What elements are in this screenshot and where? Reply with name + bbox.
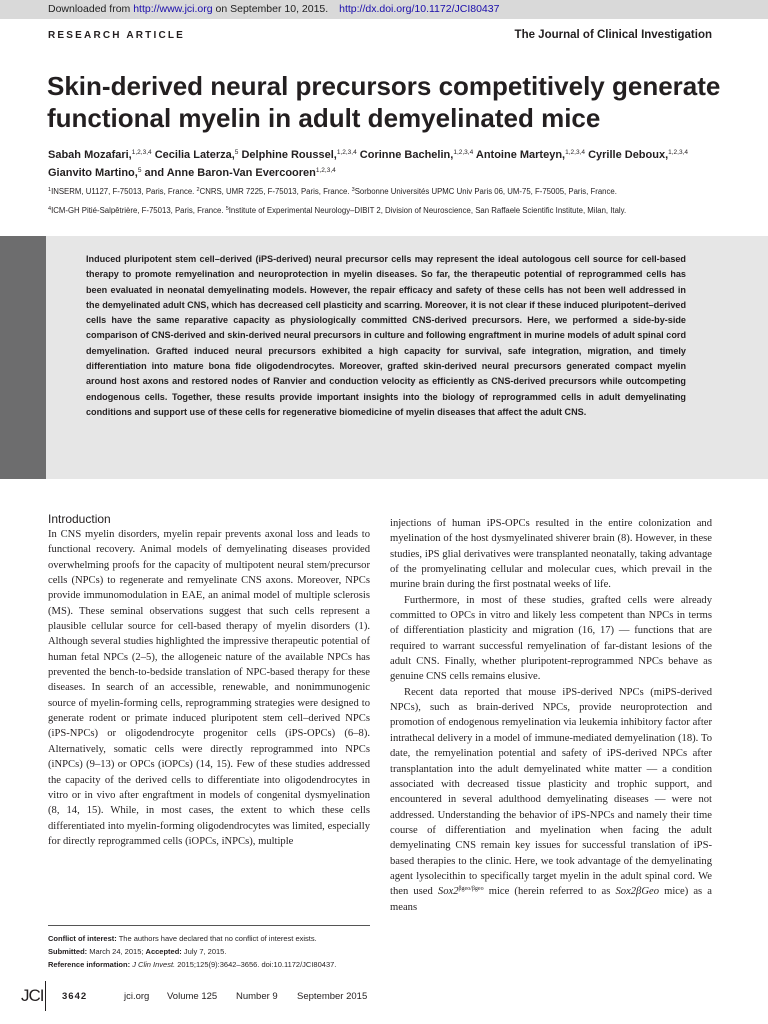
jci-logo: JCI — [21, 981, 46, 1011]
body-paragraph: In CNS myelin disorders, myelin repair prevents axonal loss and leads to functional recovery. Animal models of demyelinating diseases provided overwhelming proofs for the capacity of multipotent neural stem/precursor cells (NPCs) to regenerate and remyelinate CNS axons. Moreover, NPCs provide immunomodulation in EAE, an animal model of multiple sclerosis (MS). These seminal observations suggest that such cells represent a plausible cellular source for cell-based therapy of myelin disorders (1). Although several studies highlighted the impressive therapeutic potential of human fetal NPCs (2–5), the allogeneic nature of the available NPCs has prevented the bench-to-bedside translation of NPC-based therapy for these diseases. In search of an accessible, renewable, and nonimmunogenic source of myelin-forming cells, reprogramming strategies were designed to generate rodent or primate induced pluripotent stem cell–derived NPCs (iPS-NPCs) or oligodendrocyte progenitor cells (iPS-OPCs) (6–8). Alternatively, somatic cells were directly reprogrammed into NPCs (iNPCs) (9–13) or OPCs (iOPCs) (14, 15). Few of these studies addressed the capacity of the derived cells to differentiate into oligodendrocytes in vitro or in vivo after engraftment in models of congenital dysmyelination (8, 14, 15). While, in most cases, the extent to which these cells differentiated into myelin-forming oligodendrocytes was limited, especially for directly reprogrammed cells (iOPCs, iNPCs), multiple — [48, 529, 370, 847]
journal-name: The Journal of Clinical Investigation — [514, 29, 712, 41]
footnote-text: July 7, 2015. — [181, 947, 227, 956]
author-affiliation-marker: 5 — [234, 149, 239, 156]
affiliation-number: 1 — [48, 187, 52, 193]
article-type-label: RESEARCH ARTICLE — [48, 30, 186, 41]
author-affiliation-marker: 1,2,3,4 — [336, 149, 357, 156]
abstract-text: Induced pluripotent stem cell–derived (iPS-derived) neural precursor cells may represent the ideal autologous cell source for cell-based therapy to promote remyelination and neuroprotection in myelin diseases. So far, the therapeutic potential of reprogrammed cells has been evaluated in neonatal demyelinating models. However, the repair efficacy and safety of these cells has not been well addressed in the demyelinated adult CNS, which has decreased cell plasticity and scarring. Moreover, it is not clear if these induced pluripotent–derived cells have the same reparative capacity as physiologically committed CNS-derived precursors. Here, we performed a side-by-side comparison of CNS-derived and skin-derived neural precursors in culture and following engraftment in murine models of adult spinal cord demyelination. Grafted induced neural precursors exhibited a high capacity for survival, safe integration, migration, and timely differentiation into mature bona fide oligodendrocytes. Moreover, grafted skin-derived neural precursors generated compact myelin around host axons and restored nodes of Ranvier and conduction velocity as efficiently as CNS-derived precursors while outcompeting endogenous cells. Together, these results provide important insights into the biology of reprogrammed cells in adult demyelinating conditions and support use of these cells for regenerative biomedicine of myelin diseases that affect the adult CNS. — [86, 254, 686, 417]
affiliation-number: 4 — [48, 206, 52, 212]
affiliation-text: Sorbonne Universités UPMC Univ Paris 06, UM-75, F-75005, Paris, France. — [354, 187, 617, 196]
affiliation-number: 2 — [196, 187, 200, 193]
footnote-label: Submitted: — [48, 947, 88, 956]
footer-url: jci.org — [124, 991, 150, 1002]
author-name: Corinne Bachelin, — [359, 149, 454, 161]
affiliation-number: 5 — [225, 206, 229, 212]
doi-link[interactable]: http://dx.doi.org/10.1172/JCI80437 — [339, 3, 500, 15]
body-paragraph-text: Recent data reported that mouse iPS-derived NPCs (miPS-derived NPCs), such as brain-derived NPCs, provide neuroprotection and promotion of endogenous remyelination via leukemia inhibitory factor after intrathecal delivery in a model of immune-mediated demyelination (18). To date, the remyelination potential and safety of iPS-derived NPCs after transplantation into the adult demyelinated white matter — a condition associated with decreased tissue plasticity and trophic support, and encountered in several adulthood demyelinating diseases — were not addressed. Understanding the behavior of iPS-NPCs and namely their time course of differentiation and myelination when facing the adult demyelinating CNS remain key issues for successful translation of iPS-based therapies to the clinic. Here, we took advantage of the demyelinating agent lysolecithin to specifically target myelin in the adult spinal cord. We then used — [390, 686, 712, 898]
section-heading-introduction: Introduction — [48, 512, 111, 526]
left-column — [48, 511, 370, 849]
author-affiliation-marker: 1,2,3,4 — [668, 149, 689, 156]
author-name: Delphine Roussel, — [241, 149, 337, 161]
footer-issue-number: Number 9 — [236, 991, 278, 1002]
article-title: Skin-derived neural precursors competitively generate functional myelin in adult demyelinated mice — [47, 71, 721, 133]
body-paragraph: Furthermore, in most of these studies, grafted cells were already committed to OPCs in vitro and likely less competent than NPCs in terms of differentiation plasticity and migration (16, 17) — functions that are required to warrant successful remyelination of far-distant lesions of the adult CNS. Finally, whether pluripotent-reprogrammed NPCs behave as genuine CNS cells remains elusive. — [390, 594, 712, 683]
author-list — [48, 146, 728, 182]
footnote-label: Conflict of interest: — [48, 934, 117, 943]
body-paragraph — [390, 685, 712, 915]
right-column — [390, 516, 712, 915]
affiliation-text: ICM-GH Pitié-Salpêtrière, F-75013, Paris, France. — [51, 206, 226, 215]
footer-volume: Volume 125 — [167, 991, 218, 1002]
jci-site-link[interactable]: http://www.jci.org — [133, 3, 213, 15]
author-name: Gianvito Martino, — [48, 167, 138, 179]
abstract-side-bar — [0, 236, 46, 479]
submission-dates-note — [48, 945, 378, 958]
download-prefix: Downloaded from — [48, 3, 131, 15]
abstract-box — [0, 236, 768, 479]
body-paragraph: injections of human iPS-OPCs resulted in the entire colonization and myelination of the host dysmyelinated shiverer brain (8). However, in these studies, iPS glial derivatives were transplanted neonatally, taking advantage of the promyelinating cellular and molecular cues, which prevail in the murine brain during the first postnatal weeks of life. — [390, 518, 712, 591]
download-date: on September 10, 2015. — [215, 3, 329, 15]
footnotes — [48, 932, 378, 971]
affiliation-line — [48, 187, 738, 196]
author-name: Antoine Marteyn, — [475, 149, 566, 161]
author-name: Sabah Mozafari, — [48, 149, 132, 161]
affiliation-line — [48, 206, 738, 215]
footnote-text: The authors have declared that no conflict of interest exists. — [116, 934, 317, 943]
reference-information-note — [48, 958, 378, 971]
body-paragraph-text: mice) as a means — [390, 886, 712, 913]
footnote-text: 2015;125(9):3642–3656. doi:10.1172/JCI80437. — [175, 960, 337, 969]
footnote-label: Reference information: — [48, 960, 131, 969]
author-affiliation-marker: 1,2,3,4 — [315, 167, 336, 174]
author-affiliation-marker: 1,2,3,4 — [131, 149, 152, 156]
footnote-journal: J Clin Invest. — [130, 960, 176, 969]
body-paragraph-text: mice (herein referred to as — [483, 886, 616, 898]
affiliation-number: 3 — [351, 187, 355, 193]
footer-date: September 2015 — [297, 991, 368, 1002]
gene-name: Sox2βGeo — [615, 886, 659, 898]
affiliation-text: Institute of Experimental Neurology–DIBIT 2, Division of Neuroscience, San Raffaele Scientific Institute, Milan, Italy. — [228, 206, 627, 215]
conflict-of-interest-note — [48, 932, 378, 945]
footnote-label: Accepted: — [145, 947, 182, 956]
author-name: Cecilia Laterza, — [154, 149, 235, 161]
gene-superscript: βgeo/βgeo — [458, 886, 484, 893]
author-name: and Anne Baron-Van Evercooren — [144, 167, 316, 179]
affiliation-text: INSERM, U1127, F-75013, Paris, France. — [51, 187, 197, 196]
affiliation-text: CNRS, UMR 7225, F-75013, Paris, France. — [199, 187, 352, 196]
download-bar — [0, 0, 768, 19]
author-affiliation-marker: 1,2,3,4 — [565, 149, 585, 156]
footnote-divider — [48, 925, 370, 926]
author-affiliation-marker: 5 — [137, 167, 142, 174]
gene-name: Sox2 — [437, 886, 459, 898]
author-affiliation-marker: 1,2,3,4 — [453, 149, 474, 156]
footnote-text: March 24, 2015; — [87, 947, 146, 956]
page-number: 3642 — [62, 991, 88, 1002]
page-footer — [0, 981, 768, 1011]
author-name: Cyrille Deboux, — [588, 149, 669, 161]
